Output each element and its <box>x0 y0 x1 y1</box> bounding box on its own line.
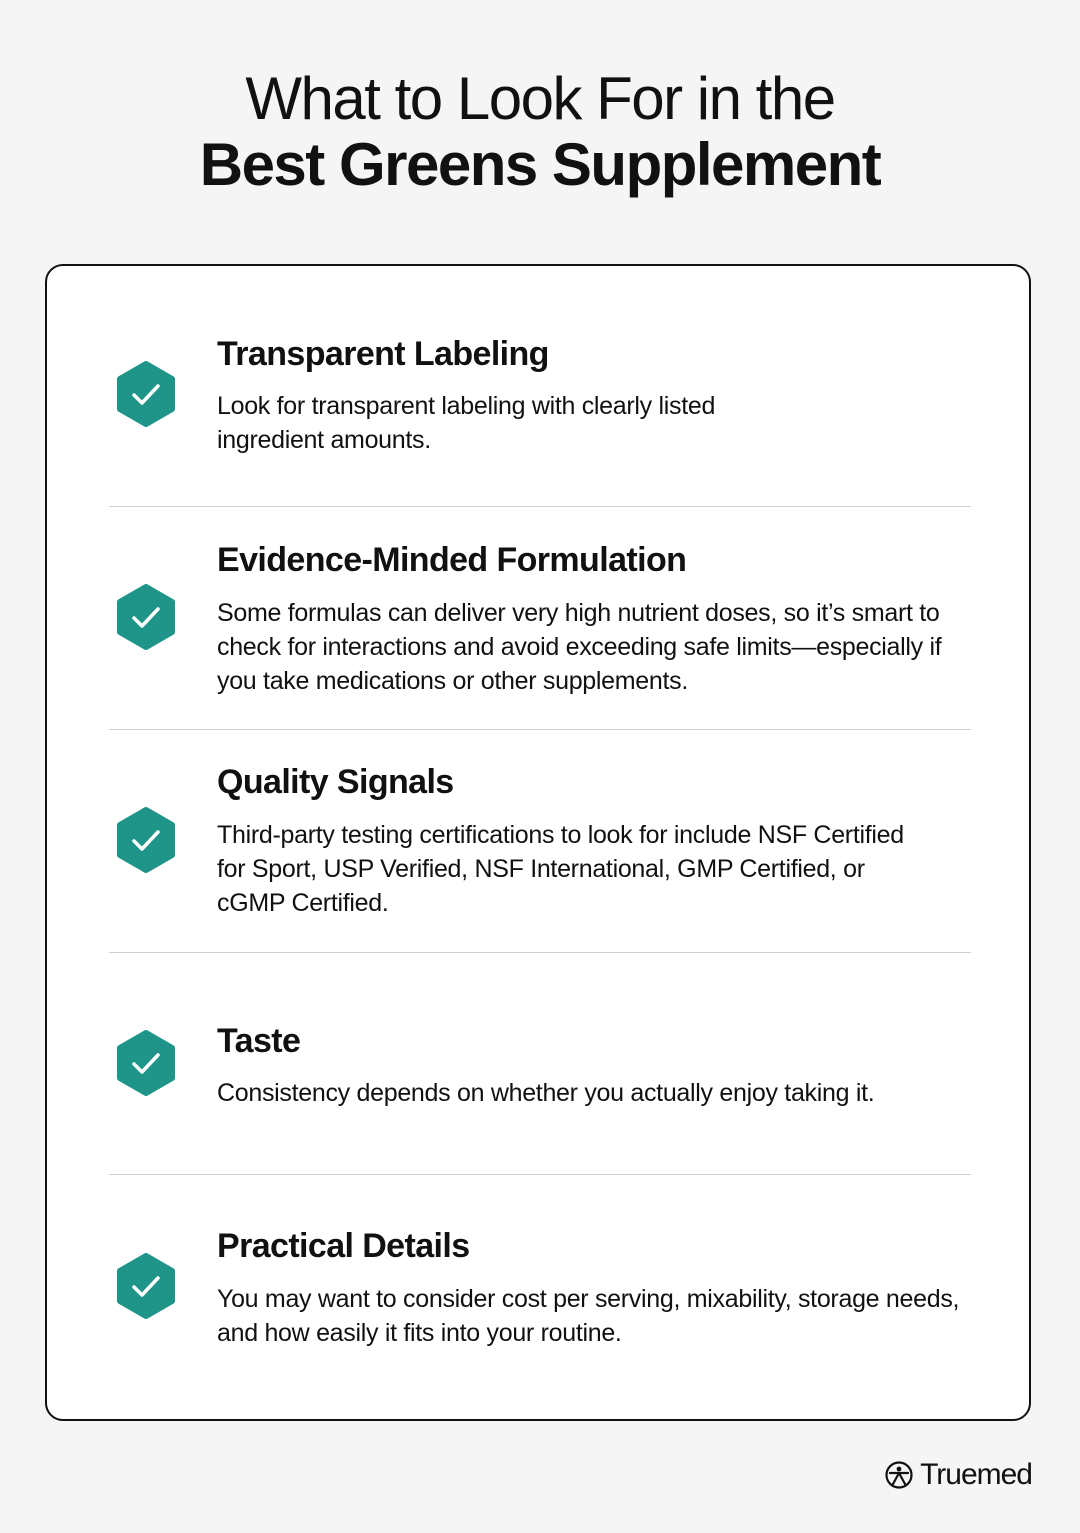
title-line-bold: Best Greens Supplement <box>199 131 881 198</box>
item-title: Evidence-Minded Formulation <box>217 541 687 579</box>
brand-name: Truemed <box>920 1458 1032 1491</box>
truemed-logo-icon <box>884 1460 914 1490</box>
title-line-regular: What to Look For in the <box>245 65 835 132</box>
item-description: Some formulas can deliver very high nutrient doses, so it’s smart to check for interactions and avoid exceeding safe limits—especially if you take medications or other supplements. <box>217 599 942 695</box>
item-title: Taste <box>217 1022 301 1060</box>
divider <box>109 952 971 953</box>
page-title <box>0 66 1080 198</box>
item-description: Third-party testing certifications to look for include NSF Certified for Sport, USP Verified, NSF International, GMP Certified, or cGMP Certified. <box>217 821 904 917</box>
brand-logo <box>884 1458 1032 1492</box>
divider <box>109 506 971 507</box>
checklist-card <box>45 264 1031 1421</box>
check-badge-icon <box>113 807 179 873</box>
item-description: Consistency depends on whether you actually enjoy taking it. <box>217 1079 875 1107</box>
check-badge-icon <box>113 1030 179 1096</box>
item-title: Transparent Labeling <box>217 335 549 373</box>
item-description: You may want to consider cost per serving, mixability, storage needs, and how easily it fits into your routine. <box>217 1285 960 1347</box>
item-description: Look for transparent labeling with clearly listed ingredient amounts. <box>217 392 716 454</box>
divider <box>109 1174 971 1175</box>
item-title: Practical Details <box>217 1227 470 1265</box>
check-badge-icon <box>113 361 179 427</box>
check-badge-icon <box>113 584 179 650</box>
item-title: Quality Signals <box>217 763 454 801</box>
divider <box>109 729 971 730</box>
check-badge-icon <box>113 1253 179 1319</box>
